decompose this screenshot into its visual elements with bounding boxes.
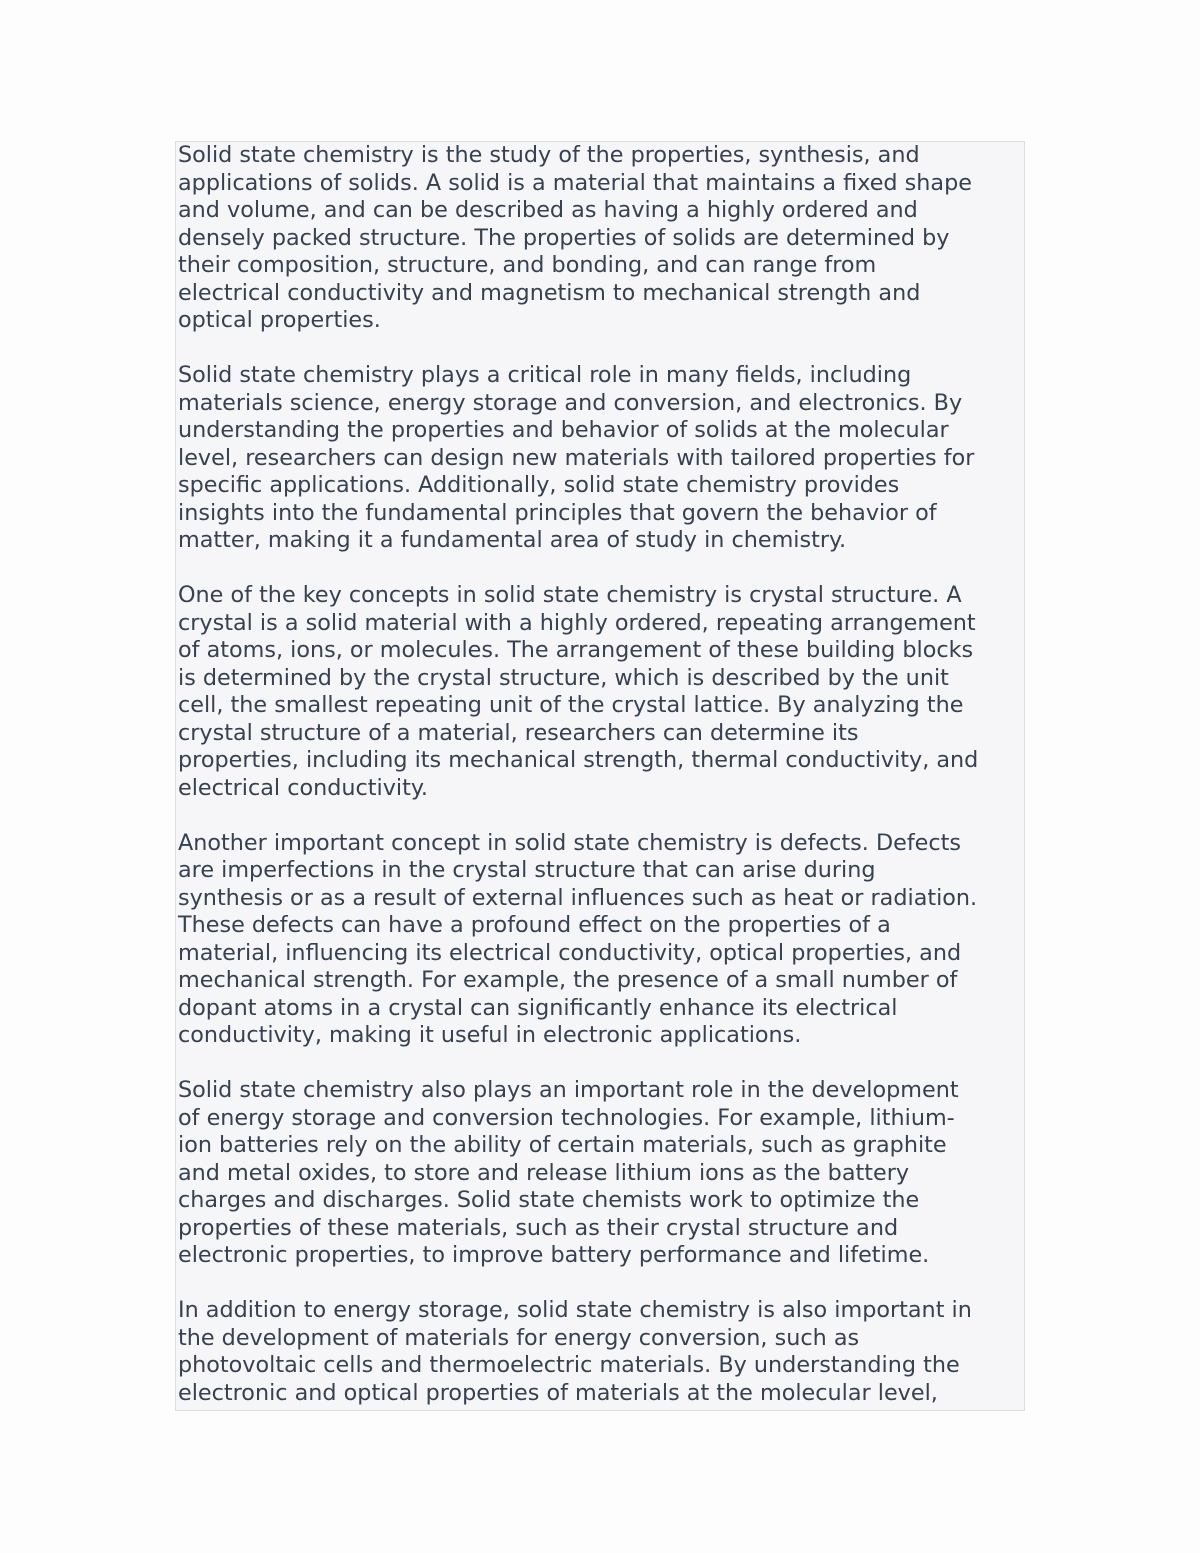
paragraph-crystal-structure: One of the key concepts in solid state chemistry is crystal structure. A crystal is a solid material with a highly ordered, repeating arrangement of atoms, ions, or molecules. The arrangement of these building blocks is determined by the crystal structure, which is described by the unit cell, the smallest repeating unit of the crystal lattice. By analyzing the crystal structure of a material, researchers can determine its properties, including its mechanical strength, thermal conductivity, and electrical conductivity.	[178, 582, 979, 801]
document-text-box	[175, 141, 1025, 1411]
paragraph-energy-storage: Solid state chemistry also plays an important role in the development of energy storage and conversion technologies. For example, lithium- ion batteries rely on the ability of certain materials, such as graphite and metal oxides, to store and release lithium ions as the battery charges and discharges. Solid state chemists work to optimize the properties of these materials, such as their crystal structure and electronic properties, to improve battery performance and lifetime.	[178, 1077, 959, 1268]
paragraph-intro: Solid state chemistry is the study of the properties, synthesis, and applications of solids. A solid is a material that maintains a fixed shape and volume, and can be described as having a highly ordered and densely packed structure. The properties of solids are determined by their composition, structure, and bonding, and can range from electrical conductivity and magnetism to mechanical strength and optical properties.	[178, 142, 972, 333]
paragraph-energy-conversion: In addition to energy storage, solid state chemistry is also important in the development of materials for energy conversion, such as photovoltaic cells and thermoelectric materials. By understanding the electronic and optical properties of materials at the molecular level,	[178, 1297, 972, 1406]
paragraph-role: Solid state chemistry plays a critical role in many fields, including materials science, energy storage and conversion, and electronics. By understanding the properties and behavior of solids at the molecular level, researchers can design new materials with tailored properties for specific applications. Additionally, solid state chemistry provides insights into the fundamental principles that govern the behavior of matter, making it a fundamental area of study in chemistry.	[178, 362, 975, 553]
paragraph-defects: Another important concept in solid state chemistry is defects. Defects are imperfections in the crystal structure that can arise during synthesis or as a result of external influences such as heat or radiation. These defects can have a profound effect on the properties of a material, influencing its electrical conductivity, optical properties, and mechanical strength. For example, the presence of a small number of dopant atoms in a crystal can significantly enhance its electrical conductivity, making it useful in electronic applications.	[178, 829, 978, 1048]
